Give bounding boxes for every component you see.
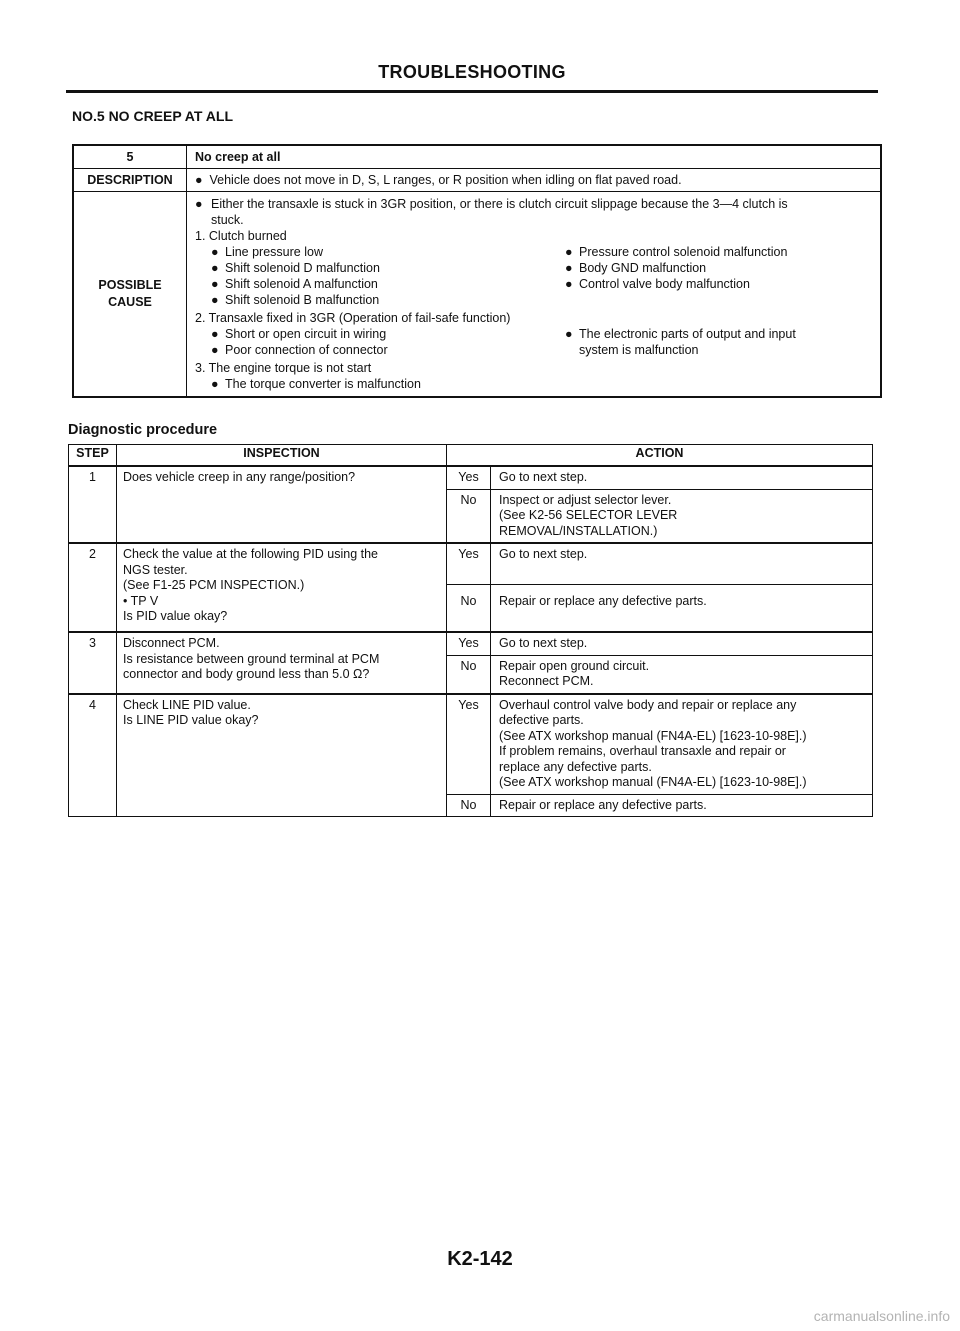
list-item: ● Poor connection of connector — [211, 343, 388, 357]
inspection-cell: Does vehicle creep in any range/position? — [117, 466, 447, 543]
step-number: 3 — [69, 632, 117, 694]
diagnostic-title: Diagnostic procedure — [68, 422, 218, 438]
bullet-icon: ● — [195, 173, 210, 187]
bullet-icon: ● — [211, 245, 219, 259]
step-number: 2 — [69, 543, 117, 632]
yes-label: Yes — [447, 632, 491, 655]
no-action: Inspect or adjust selector lever. (See K2-56 SELECTOR LEVER REMOVAL/INSTALLATION.) — [491, 489, 873, 543]
description-text: ● Vehicle does not move in D, S, L ranges, or R position when idling on flat paved road. — [195, 173, 682, 187]
cause-group-1-heading: 1. Clutch burned — [195, 229, 287, 243]
no-label: No — [447, 794, 491, 817]
symptom-name: No creep at all — [195, 150, 281, 164]
step-header: STEP — [69, 445, 117, 467]
table-row — [69, 694, 873, 795]
bullet-icon: ● — [211, 293, 219, 307]
bullet-icon: ● — [565, 277, 573, 291]
bullet-icon: ● — [211, 377, 219, 391]
possible-cause-label: POSSIBLE CAUSE — [74, 192, 187, 396]
no-action: Repair or replace any defective parts. — [491, 585, 873, 633]
cause-group-1 — [195, 244, 872, 308]
page-number: K2-142 — [447, 1248, 513, 1270]
table-header-row — [69, 445, 873, 467]
description-row — [74, 169, 880, 192]
possible-cause-row — [74, 192, 880, 396]
header-rule — [66, 90, 878, 93]
list-item: ● The torque converter is malfunction — [211, 377, 421, 391]
list-item: ● Body GND malfunction — [565, 261, 707, 275]
list-item: ● Shift solenoid B malfunction — [211, 293, 380, 307]
list-item: ● Shift solenoid D malfunction — [211, 261, 380, 275]
inspection-cell: Disconnect PCM. Is resistance between ground terminal at PCM connector and body ground less than 5.0 Ω? — [117, 632, 447, 694]
no-action: Repair or replace any defective parts. — [491, 794, 873, 817]
bullet-icon: ● — [195, 197, 203, 211]
cause-group-3-heading: 3. The engine torque is not start — [195, 361, 372, 375]
bullet-icon: ● — [211, 343, 219, 357]
list-item: ● Line pressure low — [211, 245, 323, 259]
cause-group-2-heading: 2. Transaxle fixed in 3GR (Operation of fail-safe function) — [195, 311, 511, 325]
inspection-header: INSPECTION — [117, 445, 447, 467]
yes-action: Go to next step. — [491, 543, 873, 585]
cause-intro: ● Either the transaxle is stuck in 3GR position, or there is clutch circuit slippage because the 3—4 clutch is stuck. — [195, 197, 788, 227]
symptom-number-row — [74, 146, 880, 169]
table-row — [69, 466, 873, 489]
yes-action: Go to next step. — [491, 632, 873, 655]
yes-label: Yes — [447, 466, 491, 489]
yes-label: Yes — [447, 694, 491, 795]
yes-action: Go to next step. — [491, 466, 873, 489]
list-item: ● The electronic parts of output and input system is malfunction — [565, 327, 796, 357]
yes-label: Yes — [447, 543, 491, 585]
symptom-table — [72, 144, 882, 398]
yes-action: Overhaul control valve body and repair or replace any defective parts. (See ATX workshop manual (FN4A-EL) [1623-10-98E].) If problem remains, overhaul transaxle and repair or replace any defective parts. (See ATX workshop manual (FN4A-EL) [1623-10-98E].) — [491, 694, 873, 795]
section-title: NO.5 NO CREEP AT ALL — [72, 108, 234, 124]
list-item: ● Pressure control solenoid malfunction — [565, 245, 788, 259]
list-item: ● Short or open circuit in wiring — [211, 327, 387, 341]
table-row — [69, 543, 873, 585]
description-label: DESCRIPTION — [74, 169, 187, 191]
diagnostic-table — [68, 444, 873, 817]
bullet-icon: ● — [565, 327, 573, 341]
bullet-icon: ● — [211, 277, 219, 291]
list-item: ● Control valve body malfunction — [565, 277, 750, 291]
symptom-number: 5 — [74, 146, 187, 168]
step-number: 1 — [69, 466, 117, 543]
no-label: No — [447, 655, 491, 694]
list-item: ● Shift solenoid A malfunction — [211, 277, 378, 291]
inspection-cell: Check the value at the following PID using the NGS tester. (See F1-25 PCM INSPECTION.) • TP V Is PID value okay? — [117, 543, 447, 632]
action-header: ACTION — [447, 445, 873, 467]
page-header: TROUBLESHOOTING — [378, 62, 566, 82]
cause-group-3 — [195, 376, 872, 392]
watermark: carmanualsonline.info — [813, 1308, 950, 1324]
no-label: No — [447, 585, 491, 633]
possible-cause-body — [187, 192, 880, 396]
cause-group-2 — [195, 326, 872, 358]
bullet-icon: ● — [565, 261, 573, 275]
bullet-icon: ● — [211, 261, 219, 275]
no-action: Repair open ground circuit. Reconnect PCM. — [491, 655, 873, 694]
step-number: 4 — [69, 694, 117, 817]
bullet-icon: ● — [565, 245, 573, 259]
bullet-icon: ● — [211, 327, 219, 341]
inspection-cell: Check LINE PID value. Is LINE PID value okay? — [117, 694, 447, 817]
table-row — [69, 632, 873, 655]
no-label: No — [447, 489, 491, 543]
